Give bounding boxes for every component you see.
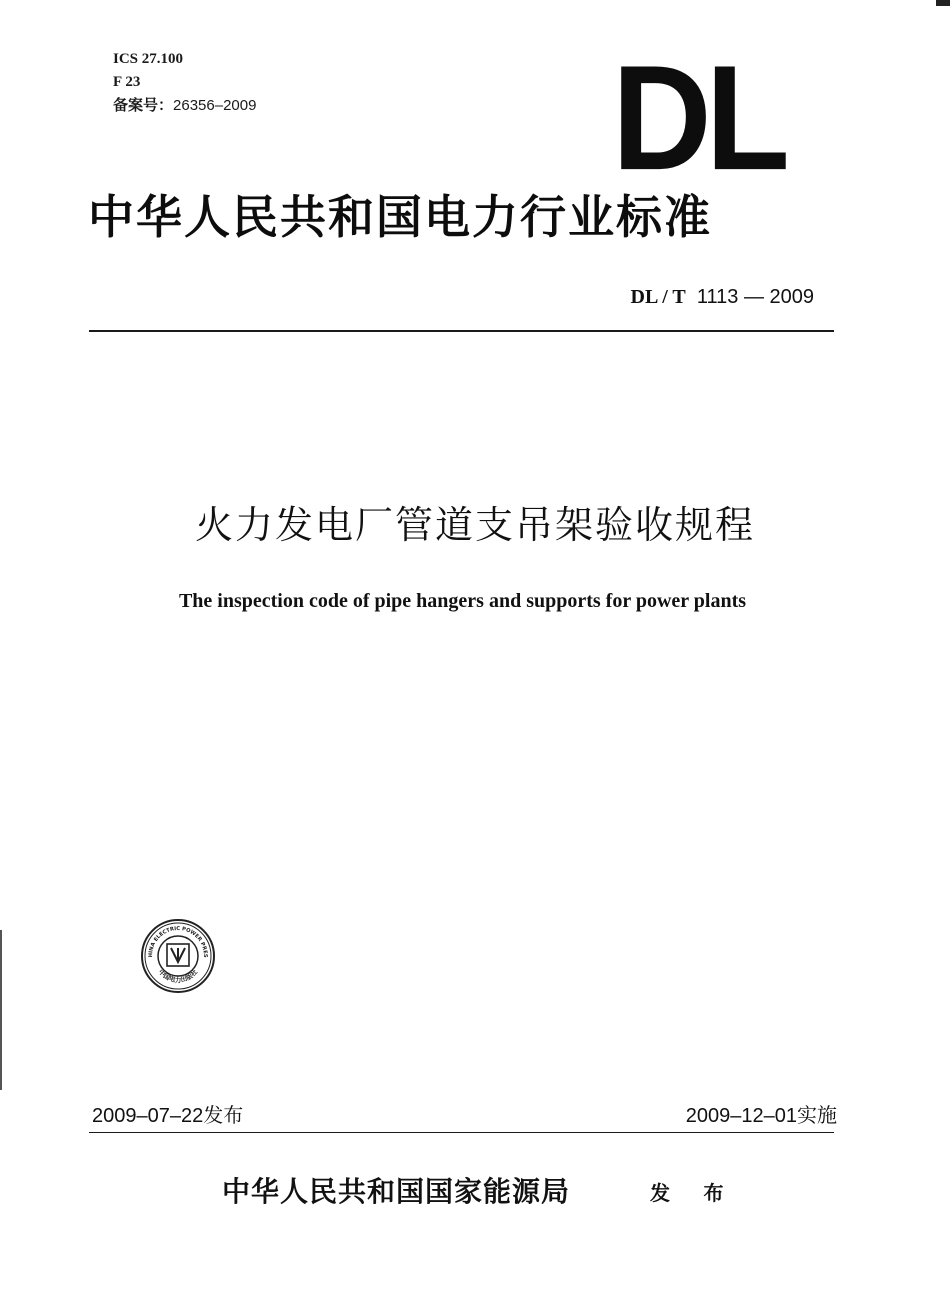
issue-date: 2009–07–22发布 [92, 1105, 244, 1127]
issuing-authority: 中华人民共和国国家能源局 [222, 1175, 571, 1208]
classification-code [113, 71, 140, 93]
svg-text:CHINA ELECTRIC POWER PRESS: HINA ELECTRIC POWER PRES [147, 925, 209, 958]
svg-text:中国电力出版社: 中国电力出版社 [156, 967, 200, 984]
code-prefix: DL / T [630, 286, 686, 308]
publisher-seal-icon [140, 918, 216, 994]
ics-code [113, 48, 183, 70]
implementation-date: 2009–12–01实施 [685, 1105, 837, 1127]
scan-mark-left-edge [0, 930, 2, 1090]
top-divider [89, 330, 834, 332]
issue-action: 发 布 [650, 1183, 738, 1205]
standard-code [631, 284, 814, 310]
document-title-en: The inspection code of pipe hangers and supports for power plants [178, 590, 747, 612]
ics-label: ICS 27.100 [113, 51, 184, 67]
code-number: 1113 — 2009 [696, 286, 814, 308]
filing-label: 备案号： [113, 98, 174, 114]
filing-value: 26356–2009 [173, 97, 257, 114]
standard-category-title: 中华人民共和国电力行业标准 [88, 190, 712, 244]
classification-label: F 23 [113, 74, 141, 90]
bottom-divider [89, 1132, 834, 1133]
filing-number [113, 95, 256, 117]
document-title-cn: 火力发电厂管道支吊架验收规程 [194, 503, 755, 547]
scan-mark-top-right [936, 0, 950, 6]
dl-logo: DL [612, 35, 784, 202]
